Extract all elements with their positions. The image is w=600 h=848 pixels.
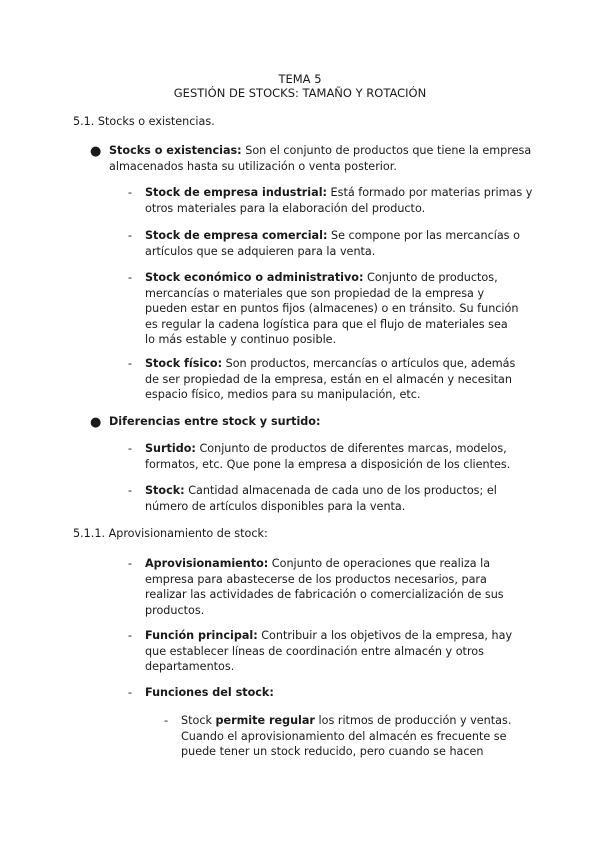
- text-line: formatos, etc. Que pone la empresa a disposición de los clientes.: [145, 457, 511, 471]
- text-line: los ritmos de producción y ventas.: [314, 714, 512, 727]
- text-line: Contribuir a los objetivos de la empresa, hay: [257, 629, 513, 642]
- term-label: Stock de empresa comercial:: [145, 229, 328, 242]
- dash-marker: -: [164, 714, 169, 727]
- term-label: Diferencias entre stock y surtido:: [109, 415, 321, 428]
- text-line: puede tener un stock reducido, pero cuando se hacen: [181, 745, 484, 758]
- term-label: Stock económico o administrativo:: [145, 271, 364, 284]
- dash-marker: -: [128, 442, 133, 455]
- text-line: Cantidad almacenada de cada uno de los productos; el: [184, 484, 497, 497]
- term-label: Stock físico:: [145, 357, 223, 370]
- text-line: Se compone por las mercancías o: [327, 229, 520, 242]
- text-line: realizar las actividades de fabricación o comercialización de sus: [145, 588, 504, 601]
- text-line: lo más estable y continuo posible.: [145, 333, 337, 346]
- dash-marker: -: [128, 557, 133, 570]
- term-label: Función principal:: [145, 629, 258, 642]
- text-line: Conjunto de productos de diferentes marcas, modelos,: [195, 442, 507, 455]
- dash-marker: -: [128, 186, 133, 199]
- term-label: Stock:: [145, 484, 185, 497]
- item-aprovisionamiento: [145, 556, 504, 618]
- text-line: de ser propiedad de la empresa, están en el almacén y necesitan: [145, 372, 512, 386]
- item-surtido: [145, 441, 510, 472]
- text-line: Conjunto de productos,: [363, 271, 498, 284]
- text-line: Está formado por materias primas y: [327, 186, 533, 199]
- text-line: es regular la cadena logística para que el flujo de materiales sea: [145, 317, 508, 331]
- text-line: Stock: [181, 714, 216, 727]
- text-line: empresa para abastecerse de los productos necesarios, para: [145, 572, 487, 586]
- text-line: otros materiales para la elaboración del producto.: [145, 201, 426, 215]
- dash-marker: -: [128, 357, 133, 370]
- text-line: pueden estar en puntos fijos (almacenes) o en tránsito. Su función: [145, 302, 519, 315]
- text-line: Son el conjunto de productos que tiene la empresa: [241, 144, 532, 157]
- text-line: que establecer líneas de coordinación entre almacén y otros: [145, 644, 484, 658]
- text-line: Son productos, mercancías o artículos que, además: [222, 357, 516, 370]
- item-stock-economico: [145, 270, 518, 348]
- term-label: Funciones del stock:: [145, 686, 274, 699]
- item-stock-industrial: [145, 185, 532, 216]
- bullet-stocks-existencias: [109, 143, 531, 174]
- item-stock-fisico: [145, 356, 515, 403]
- term-label: Stock de empresa industrial:: [145, 186, 327, 199]
- dash-marker: -: [128, 629, 133, 642]
- term-label: permite regular: [215, 714, 315, 727]
- text-line: número de artículos disponibles para la venta.: [145, 499, 406, 513]
- dash-marker: -: [128, 686, 133, 699]
- text-line: artículos que se adquieren para la venta.: [145, 244, 376, 258]
- text-line: mercancías o materiales que son propiedad de la empresa y: [145, 286, 485, 300]
- bullet-marker: ●: [90, 415, 102, 430]
- text-line: productos.: [145, 603, 205, 617]
- text-line: almacenados hasta su utilización o venta posterior.: [109, 159, 397, 173]
- dash-marker: -: [128, 484, 133, 497]
- text-line: departamentos.: [145, 660, 235, 673]
- section-heading-5-1: 5.1. Stocks o existencias.: [73, 115, 215, 128]
- term-label: Stocks o existencias:: [109, 144, 242, 157]
- item-funcion-principal: [145, 628, 512, 675]
- text-line: Cuando el aprovisionamiento del almacén es frecuente se: [181, 729, 507, 743]
- doc-title-line1: TEMA 5: [278, 72, 322, 86]
- bullet-marker: ●: [90, 144, 102, 159]
- term-label: Aprovisionamiento:: [145, 557, 269, 570]
- dash-marker: -: [128, 271, 133, 284]
- text-line: espacio físico, medios para su manipulación, etc.: [145, 388, 421, 401]
- item-stock-comercial: [145, 228, 520, 259]
- item-funciones-stock: [145, 685, 274, 701]
- bullet-diferencias: [109, 414, 320, 430]
- item-permite-regular: [181, 713, 511, 760]
- text-line: Conjunto de operaciones que realiza la: [268, 557, 491, 570]
- term-label: Surtido:: [145, 442, 196, 455]
- doc-title-line2: GESTIÓN DE STOCKS: TAMAÑO Y ROTACIÓN: [173, 86, 427, 100]
- item-stock-definicion: [145, 483, 497, 514]
- section-heading-5-1-1: 5.1.1. Aprovisionamiento de stock:: [73, 527, 268, 540]
- dash-marker: -: [128, 229, 133, 242]
